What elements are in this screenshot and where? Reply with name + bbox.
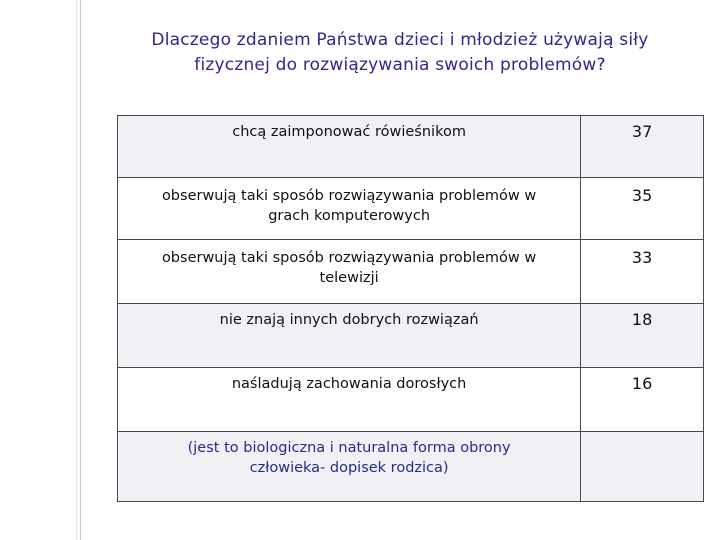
- title-line-1: Dlaczego zdaniem Państwa dzieci i młodzież używają siły: [151, 30, 649, 50]
- row-label: [118, 240, 581, 304]
- slide-left-rule-light: [76, 0, 77, 540]
- table-row: [118, 368, 704, 432]
- table-row: [118, 304, 704, 368]
- empty-value-cell: [581, 432, 704, 502]
- table-row: [118, 178, 704, 240]
- row-value: 33: [581, 240, 704, 304]
- table-row: [118, 432, 704, 502]
- row-value: 16: [581, 368, 704, 432]
- note-line-1: (jest to biologiczna i naturalna forma obrony: [187, 440, 511, 456]
- row-label: nie znają innych dobrych rozwiązań: [118, 304, 581, 368]
- row-label: chcą zaimponować rówieśnikom: [118, 116, 581, 178]
- row-label-line-2: telewizji: [319, 270, 379, 286]
- row-value: 37: [581, 116, 704, 178]
- note-line-2: człowieka- dopisek rodzica): [249, 460, 449, 476]
- slide-title: [100, 28, 700, 78]
- slide-left-rule: [80, 0, 81, 540]
- table-row: [118, 116, 704, 178]
- row-label-line-1: obserwują taki sposób rozwiązywania problemów w: [161, 188, 537, 204]
- survey-table: [117, 115, 704, 502]
- row-value: 35: [581, 178, 704, 240]
- title-line-2: fizycznej do rozwiązywania swoich problemów?: [194, 55, 606, 75]
- row-value: 18: [581, 304, 704, 368]
- row-label: naśladują zachowania dorosłych: [118, 368, 581, 432]
- row-label: [118, 178, 581, 240]
- row-label-line-2: grach komputerowych: [268, 208, 431, 224]
- parent-note: [118, 432, 581, 502]
- table-row: [118, 240, 704, 304]
- row-label-line-1: obserwują taki sposób rozwiązywania problemów w: [161, 250, 537, 266]
